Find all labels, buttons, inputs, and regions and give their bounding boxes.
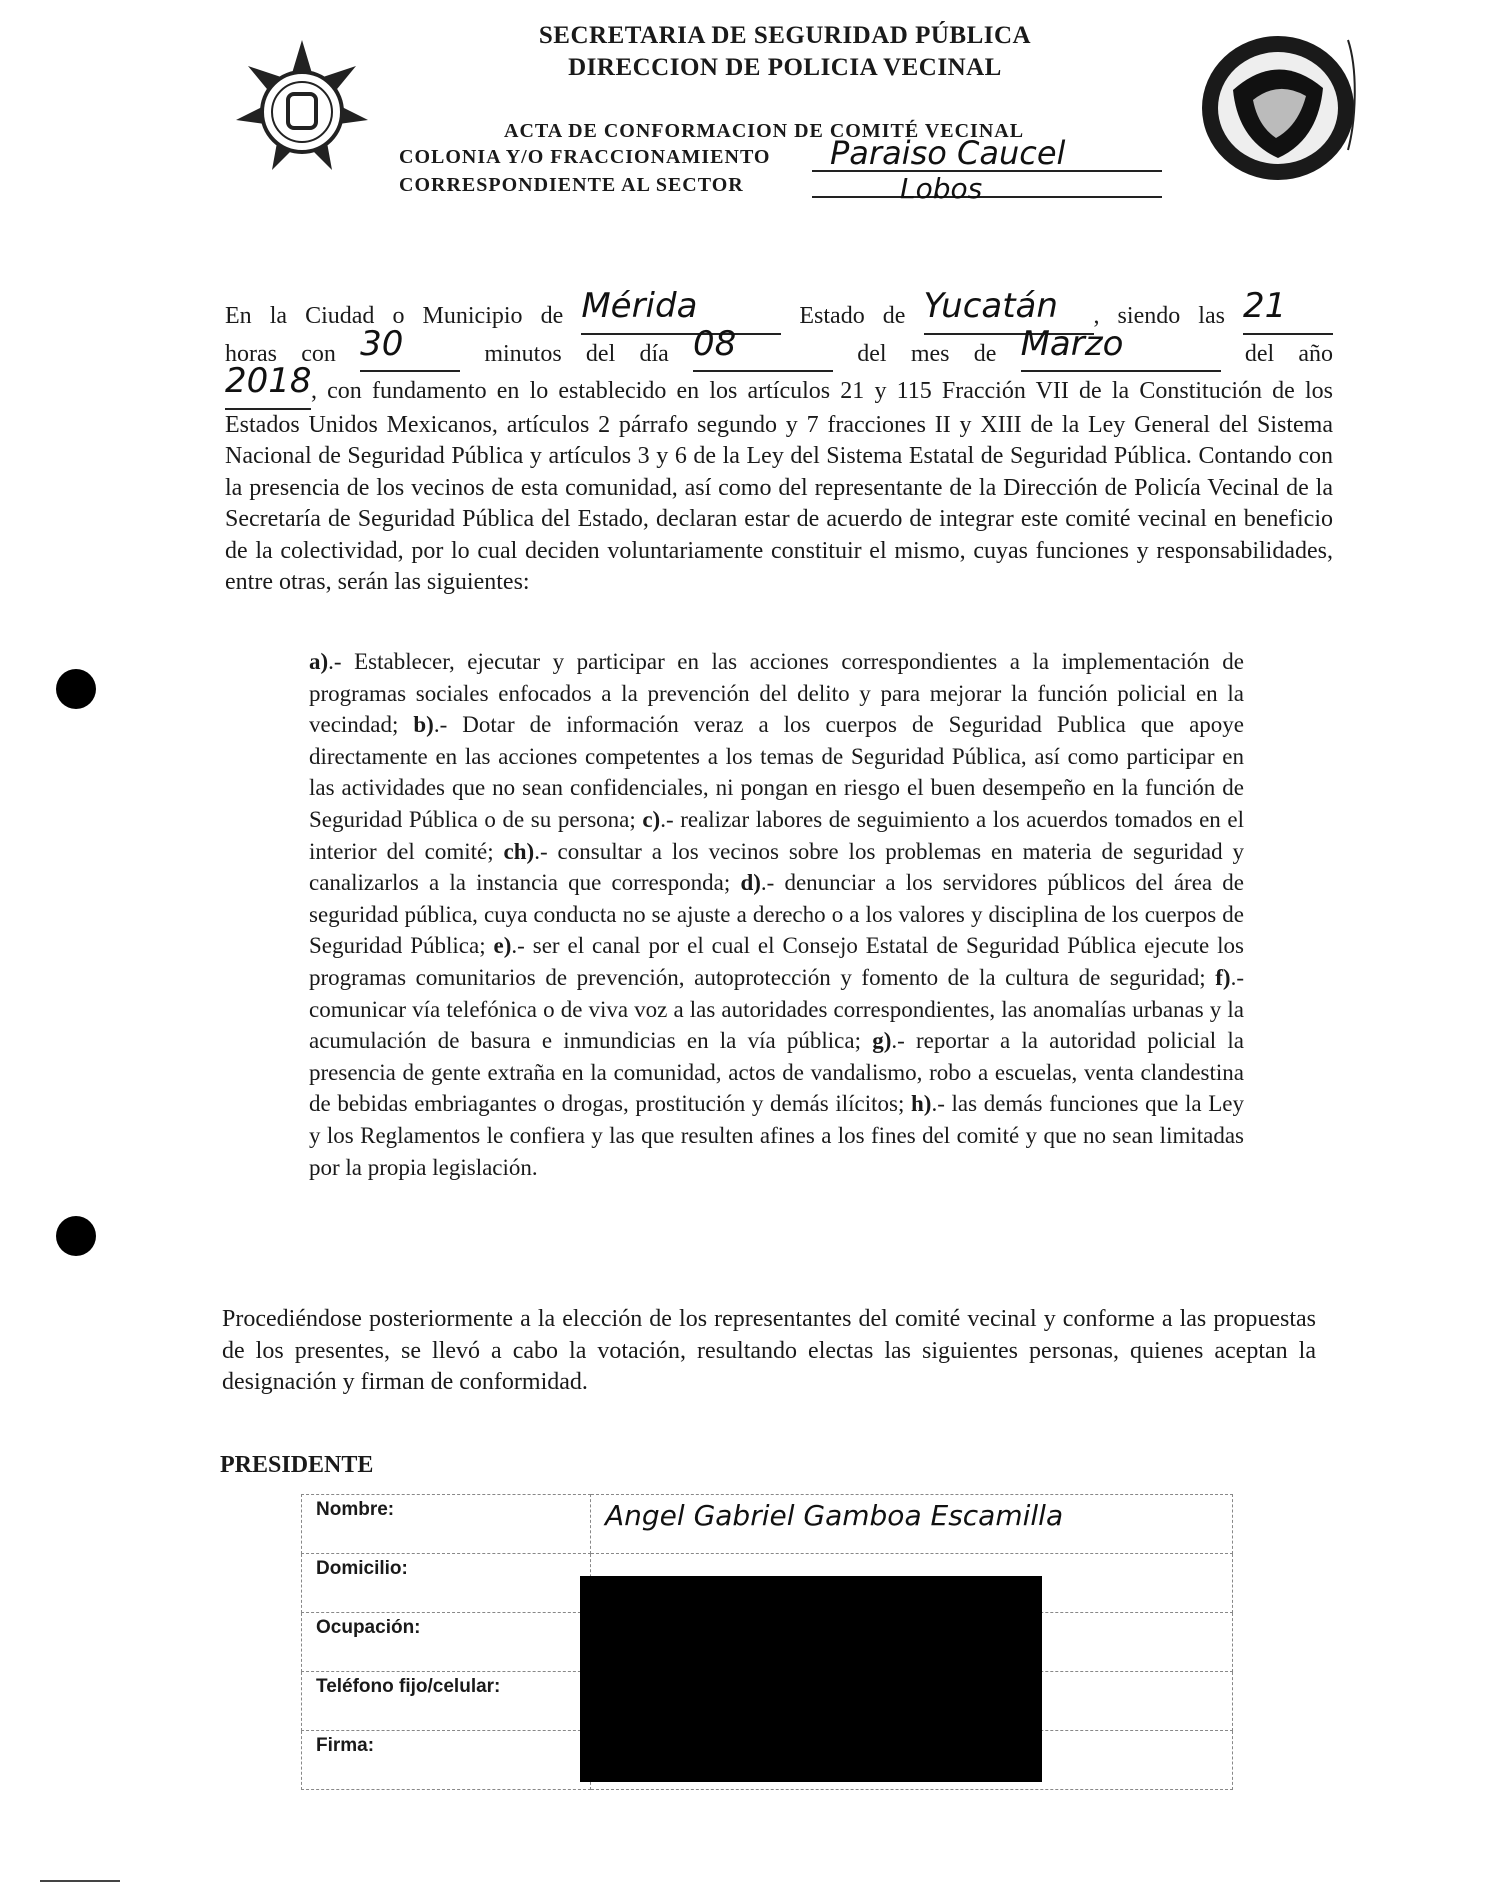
header-title-2: DIRECCION DE POLICIA VECINAL — [568, 54, 1002, 81]
president-title: PRESIDENTE — [220, 1452, 374, 1478]
department-stamp — [1198, 30, 1368, 186]
intro-text-6: del mes de — [857, 340, 997, 367]
function-item: h).- las demás funciones que la Ley y los Reglamentos le confiera y las que resulten afines a los fines del comité y que no sean limitadas por la propia legislación. — [309, 1091, 1244, 1180]
dia-value: 08 — [693, 323, 737, 364]
table-row — [302, 1495, 1233, 1554]
intro-text-4: horas con — [225, 340, 336, 367]
firma-label: Firma: — [302, 1731, 591, 1790]
nombre-value: Angel Gabriel Gamboa Escamilla — [591, 1495, 1233, 1554]
intro-text-1: En la Ciudad o Municipio de — [225, 303, 564, 329]
header-title-1: SECRETARIA DE SEGURIDAD PÚBLICA — [538, 22, 1032, 49]
ocupacion-label: Ocupación: — [302, 1613, 591, 1672]
function-item: d).- denunciar a los servidores públicos del área de seguridad pública, cuya conducta no se ajuste a derecho o a los valores y disciplina de los cuerpos de Seguridad Pública; — [309, 870, 1244, 959]
anio-value: 2018 — [225, 361, 312, 401]
colonia-value: Paraiso Caucel — [830, 134, 1066, 172]
intro-paragraph — [225, 286, 1334, 599]
estado-value: Yucatán — [923, 286, 1058, 326]
minutos-value: 30 — [360, 323, 404, 364]
sector-label: CORRESPONDIENTE AL SECTOR — [399, 174, 744, 196]
function-item: b).- Dotar de información veraz a los cuerpos de Seguridad Publica que apoye directamente en las acciones competentes a los temas de Seguridad Pública, así como participar en las actividades que no sean confidenciales, ni pongan en riesgo el buen desempeño en la función de Seguridad Pública o de su persona; — [309, 712, 1244, 832]
punch-hole-top — [56, 669, 96, 709]
intro-text-7: del año — [1244, 340, 1334, 367]
municipio-value: Mérida — [581, 286, 698, 326]
closing-paragraph: Procediéndose posteriormente a la elección de los representantes del comité vecinal y conforme a las propuestas de los presentes, se llevó a cabo la votación, resultando electas las siguientes personas, quienes aceptan la designación y firman de conformidad. — [222, 1306, 1316, 1395]
function-item: c).- realizar labores de seguimiento a los acuerdos tomados en el interior del comité; — [309, 806, 1244, 864]
punch-hole-bottom — [56, 1216, 96, 1256]
hora-value: 21 — [1243, 286, 1287, 326]
domicilio-label: Domicilio: — [302, 1554, 591, 1613]
intro-text-3: , siendo las — [1093, 303, 1225, 329]
function-item: e).- ser el canal por el cual el Consejo Estatal de Seguridad Pública ejecute los programas comunitarios de prevención, autoprotección y fomento de la cultura de seguridad; — [309, 933, 1244, 990]
scan-edge-line — [40, 1880, 120, 1882]
function-item: f).- comunicar vía telefónica o de viva voz a las autoridades correspondientes, las anomalías urbanas y la acumulación de basura e inmundicias en la vía pública; — [309, 964, 1244, 1054]
nombre-label: Nombre: — [302, 1495, 591, 1554]
sector-line — [812, 196, 1162, 198]
mes-value: Marzo — [1020, 323, 1124, 364]
sector-value: Lobos — [900, 172, 983, 205]
acta-title: ACTA DE CONFORMACION DE COMITÉ VECINAL — [504, 120, 1025, 142]
function-item: a).- Establecer, ejecutar y participar en las acciones correspondientes a la implementación de programas sociales enfocados a la prevención del delito y para mejorar la función policial en la vecindad; — [309, 649, 1244, 738]
intro-text-5: minutos del día — [484, 340, 669, 367]
functions-list — [309, 646, 1244, 1183]
telefono-label: Teléfono fijo/celular: — [302, 1672, 591, 1731]
intro-text-8: , con fundamento en lo establecido en los artículos 21 y 115 Fracción VII de la Constitución de los Estados Unidos Mexicanos, artículos 2 párrafo segundo y 7 fracciones II y XIII de la Ley General del Sistema Nacional de Seguridad Pública y artículos 3 y 6 de la Ley del Sistema Estatal de Seguridad Pública. Contando con la presencia de los vecinos de esta comunidad, así como del representante de la Dirección de Policía Vecinal de la Secretaría de Seguridad Pública del Estado, declaran estar de acuerdo de integrar este comité vecinal en beneficio de la colectividad, por lo cual deciden voluntariamente constituir el mismo, cuyas funciones y responsabilidades, entre otras, serán las siguientes: — [225, 378, 1333, 595]
intro-text-2: Estado de — [799, 303, 906, 329]
function-item: g).- reportar a la autoridad policial la presencia de gente extraña en la comunidad, actos de vandalismo, robo a escuelas, venta clandestina de bebidas embriagantes o drogas, prostitución y demás ilícitos; — [309, 1028, 1244, 1117]
function-item: ch).- consultar a los vecinos sobre los problemas en materia de seguridad y canalizarlos a la instancia que corresponda; — [309, 838, 1244, 896]
colonia-label: COLONIA Y/O FRACCIONAMIENTO — [399, 146, 771, 168]
police-star-seal — [228, 36, 376, 184]
redaction-block — [580, 1576, 1042, 1782]
